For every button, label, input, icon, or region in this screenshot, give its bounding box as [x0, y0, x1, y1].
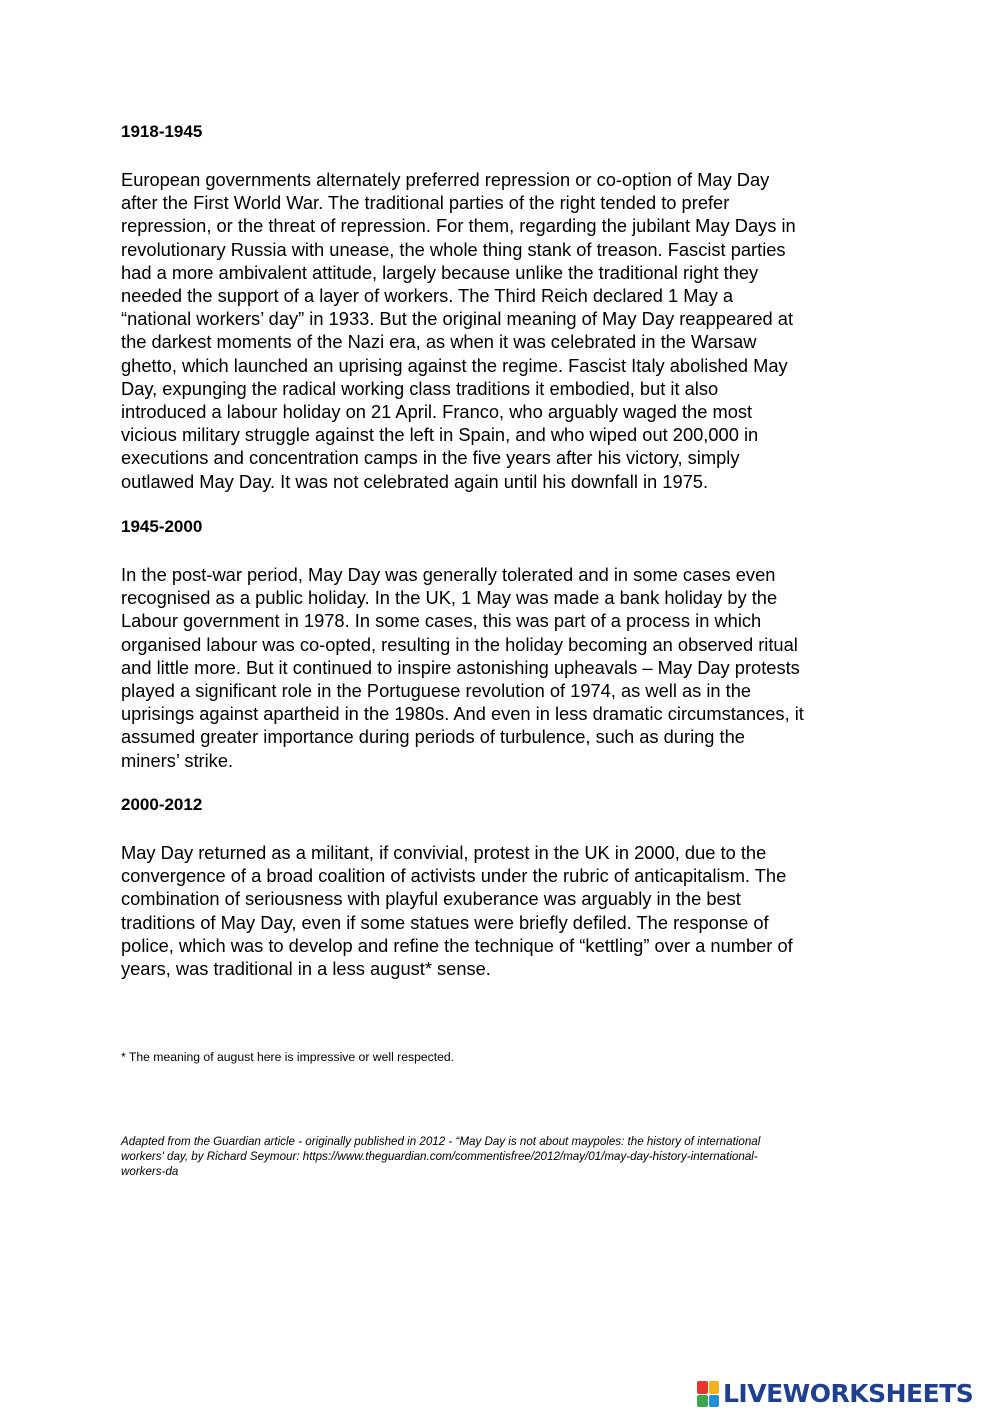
paragraph-line: uprisings against apartheid in the 1980s. And even in less dramatic circumstances, it — [121, 703, 804, 725]
paragraph-line: combination of seriousness with playful exuberance was arguably in the best — [121, 888, 741, 910]
paragraph-line: years, was traditional in a less august* sense. — [121, 958, 491, 980]
paragraph-line: May Day returned as a militant, if convivial, protest in the UK in 2000, due to the — [121, 842, 767, 863]
paragraph-line: had a more ambivalent attitude, largely because unlike the traditional right they — [121, 261, 759, 283]
paragraph-line: played a significant role in the Portuguese revolution of 1974, as well as in the — [121, 680, 752, 702]
section-paragraph-1918-1945 — [121, 168, 881, 493]
footnote: * The meaning of august here is impressive or well respected. — [121, 1050, 455, 1064]
paragraph-line: assumed greater importance during periods of turbulence, such as during the — [121, 726, 745, 748]
paragraph-line: revolutionary Russia with unease, the whole thing stank of treason. Fascist parties — [121, 238, 786, 260]
paragraph-line: European governments alternately preferred repression or co-option of May Day — [121, 169, 770, 190]
section-heading-2000-2012: 2000-2012 — [121, 795, 203, 814]
paragraph-line: vicious military struggle against the left in Spain, and who wiped out 200,000 in — [121, 424, 759, 446]
paragraph-line: “national workers’ day” in 1933. But the original meaning of May Day reappeared at — [121, 308, 794, 330]
paragraph-line: Day, expunging the radical working class traditions it embodied, but it also — [121, 377, 719, 399]
paragraph-line: outlawed May Day. It was not celebrated again until his downfall in 1975. — [121, 470, 709, 492]
section-paragraph-1945-2000 — [121, 563, 881, 772]
paragraph-line: Labour government in 1978. In some cases, this was part of a process in which — [121, 610, 762, 632]
paragraph-line: the darkest moments of the Nazi era, as when it was celebrated in the Warsaw — [121, 331, 757, 353]
paragraph-line: executions and concentration camps in the five years after his victory, simply — [121, 447, 740, 469]
source-attribution — [121, 1134, 881, 1179]
paragraph-line: after the First World War. The traditional parties of the right tended to prefer — [121, 192, 730, 214]
section-paragraph-2000-2012 — [121, 841, 881, 980]
paragraph-line: and little more. But it continued to inspire astonishing upheavals – May Day protests — [121, 656, 800, 678]
paragraph-line: organised labour was co-opted, resulting in the holiday becoming an observed ritual — [121, 633, 798, 655]
paragraph-line: needed the support of a layer of workers. The Third Reich declared 1 May a — [121, 285, 734, 307]
paragraph-line: ghetto, which launched an uprising against the regime. Fascist Italy abolished May — [121, 354, 788, 376]
paragraph-line: police, which was to develop and refine the technique of “kettling” over a number of — [121, 934, 793, 956]
section-heading-1945-2000: 1945-2000 — [121, 517, 203, 536]
section-heading-1918-1945: 1918-1945 — [121, 122, 203, 141]
source-line: Adapted from the Guardian article - originally published in 2012 - “May Day is not about maypoles: the history of international — [121, 1135, 761, 1148]
liveworksheets-wordmark: LIVEWORKSHEETS — [723, 1379, 974, 1408]
paragraph-line: traditions of May Day, even if some statues were briefly defiled. The response of — [121, 911, 769, 933]
logo-square-green — [697, 1395, 708, 1408]
source-line: workers' day, by Richard Seymour: https://www.theguardian.com/commentisfree/2012/may/01/may-day-history-international- — [121, 1150, 758, 1163]
paragraph-line: recognised as a public holiday. In the UK, 1 May was made a bank holiday by the — [121, 587, 778, 609]
logo-square-blue — [709, 1395, 720, 1408]
paragraph-line: introduced a labour holiday on 21 April. Franco, who arguably waged the most — [121, 401, 753, 423]
logo-square-yellow — [709, 1381, 720, 1394]
paragraph-line: convergence of a broad coalition of activists under the rubric of anticapitalism. The — [121, 865, 787, 887]
source-line: workers-da — [121, 1165, 179, 1178]
liveworksheets-brand[interactable] — [697, 1379, 973, 1409]
logo-square-red — [697, 1381, 708, 1394]
paragraph-line: In the post-war period, May Day was generally tolerated and in some cases even — [121, 564, 776, 585]
paragraph-line: repression, or the threat of repression. For them, regarding the jubilant May Days in — [121, 215, 796, 237]
paragraph-line: miners’ strike. — [121, 749, 234, 771]
liveworksheets-logo-icon — [697, 1381, 719, 1407]
